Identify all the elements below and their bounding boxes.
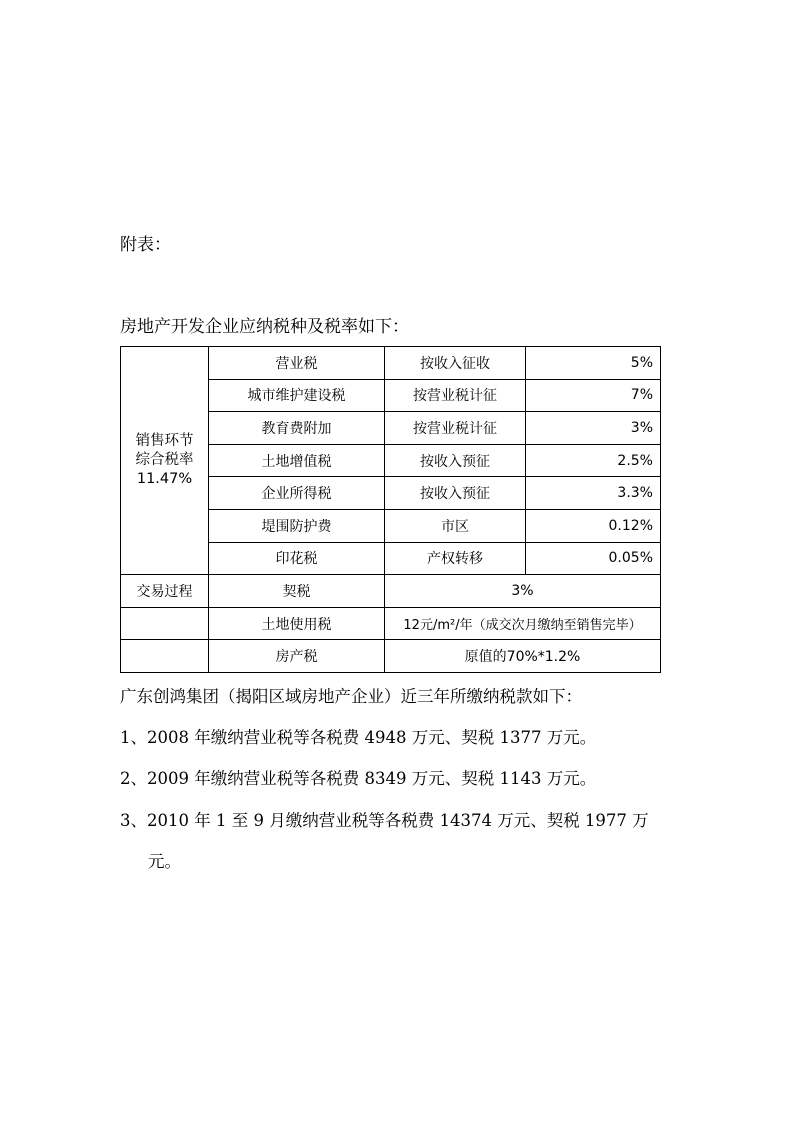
tax-rate: 7% [526,379,661,412]
transaction-category: 交易过程 [121,575,209,608]
company-intro: 广东创鸿集团（揭阳区域房地产企业）近三年所缴纳税款如下： [120,687,582,706]
table-title: 房地产开发企业应纳税种及税率如下： [120,317,409,337]
tax-name: 营业税 [209,347,385,380]
payment-item: 2、2009 年缴纳营业税等各税费 8349 万元、契税 1143 万元。 [120,769,597,788]
tax-name: 契税 [209,575,385,608]
tax-name: 城市维护建设税 [209,379,385,412]
tax-name: 企业所得税 [209,477,385,510]
sales-category-rate: 11.47% [136,471,193,488]
tax-basis: 产权转移 [385,542,526,575]
table-row [121,575,661,608]
sales-category-cell [121,347,209,575]
tax-rate: 0.05% [526,542,661,575]
payment-item: 3、2010 年 1 至 9 月缴纳营业税等各税费 14374 万元、契税 1977 万 [120,811,649,830]
tax-basis: 按收入征收 [385,347,526,380]
tax-rate: 原值的70%*1.2% [385,640,661,673]
tax-name: 房产税 [209,640,385,673]
tax-rate-table [120,346,661,673]
payment-item-continuation: 元。 [148,852,181,871]
appendix-heading: 附表： [120,235,171,255]
tax-rate: 3% [385,575,661,608]
tax-rate: 5% [526,347,661,380]
tax-basis: 按营业税计征 [385,412,526,445]
tax-name: 土地增值税 [209,444,385,477]
tax-rate: 12元/m²/年（成交次月缴纳至销售完毕） [385,607,661,640]
tax-rate: 0.12% [526,509,661,542]
tax-rate: 2.5% [526,444,661,477]
table-row [121,640,661,673]
payment-item: 1、2008 年缴纳营业税等各税费 4948 万元、契税 1377 万元。 [120,728,597,747]
tax-rate: 3.3% [526,477,661,510]
sales-category-line-1: 销售环节 [135,433,194,450]
empty-category [121,607,209,640]
empty-category [121,640,209,673]
table-row [121,607,661,640]
tax-basis: 按营业税计征 [385,379,526,412]
tax-basis: 按收入预征 [385,477,526,510]
tax-basis: 按收入预征 [385,444,526,477]
tax-basis: 市区 [385,509,526,542]
tax-name: 土地使用税 [209,607,385,640]
table-row [121,347,661,380]
tax-rate: 3% [526,412,661,445]
sales-category-line-2: 综合税率 [135,452,194,469]
tax-name: 教育费附加 [209,412,385,445]
tax-name: 堤围防护费 [209,509,385,542]
tax-name: 印花税 [209,542,385,575]
